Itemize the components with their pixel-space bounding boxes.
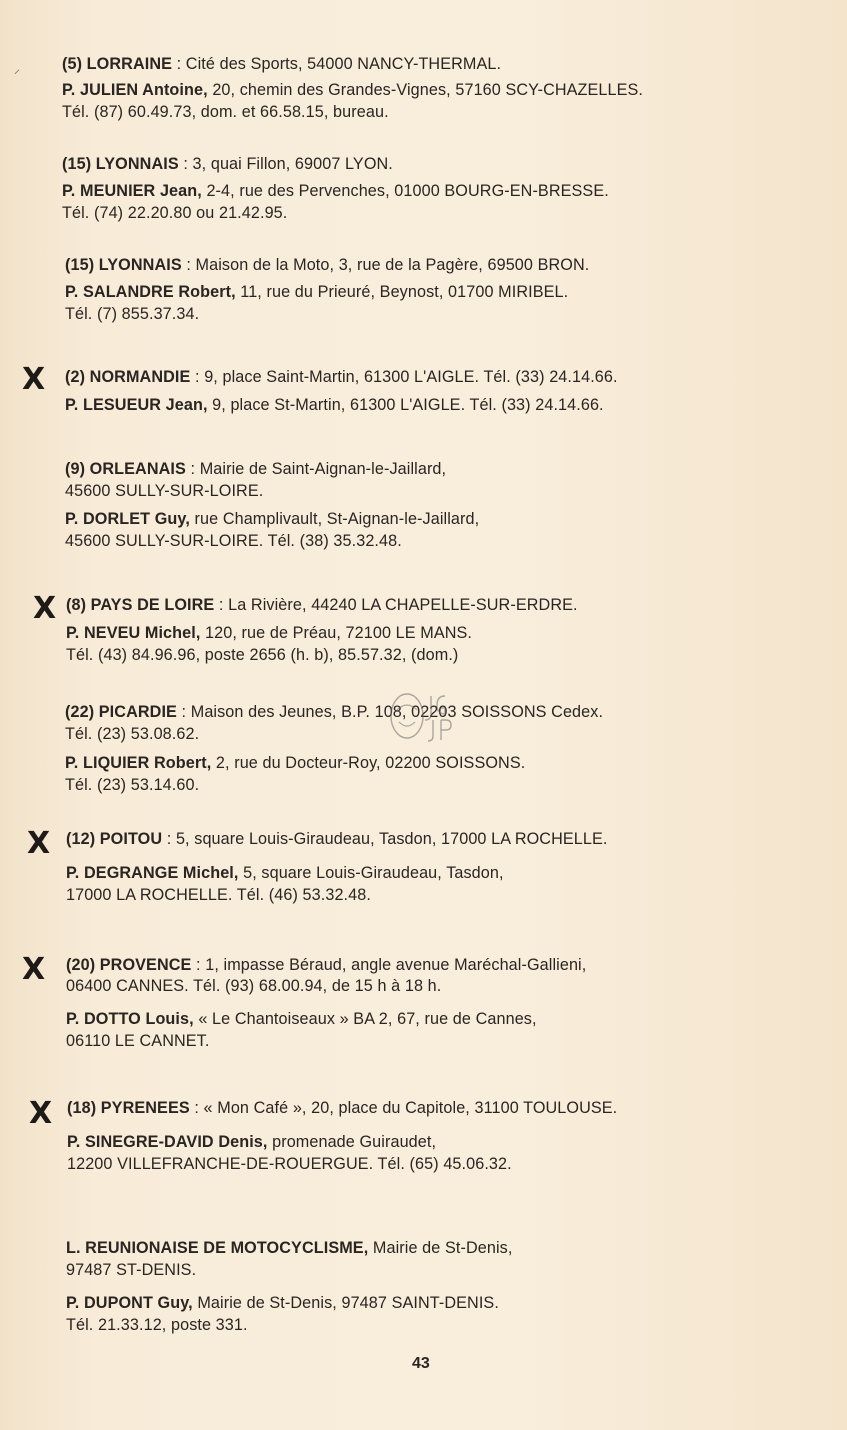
president-line xyxy=(62,81,643,100)
league-address: : Mairie de Saint-Aignan-le-Jaillard, xyxy=(185,460,447,478)
league-name: (20) PROVENCE xyxy=(66,956,192,974)
league-address: : Maison de la Moto, 3, rue de la Pagère, 69500 BRON. xyxy=(181,256,590,274)
league-name: (12) POITOU xyxy=(66,830,163,848)
entry-heading xyxy=(66,596,578,615)
phone-line: Tél. (43) 84.96.96, poste 2656 (h. b), 85.57.32, (dom.) xyxy=(66,646,459,664)
president-line xyxy=(66,1294,499,1313)
phone-line: Tél. (23) 53.14.60. xyxy=(65,776,200,794)
president-line xyxy=(65,754,525,773)
page-number: 43 xyxy=(412,1355,430,1372)
entry-heading xyxy=(66,956,586,975)
league-name: (8) PAYS DE LOIRE xyxy=(66,596,215,614)
president-name: P. NEVEU Michel, xyxy=(66,624,201,642)
league-address: : « Mon Café », 20, place du Capitole, 31100 TOULOUSE. xyxy=(189,1099,618,1117)
president-line xyxy=(66,624,472,643)
cross-mark: X xyxy=(29,1096,53,1131)
entry-heading xyxy=(66,1239,512,1258)
president-name: P. DOTTO Louis, xyxy=(66,1010,194,1028)
president-address: Mairie de St-Denis, 97487 SAINT-DENIS. xyxy=(192,1294,499,1312)
president-address: 11, rue du Prieuré, Beynost, 01700 MIRIBEL. xyxy=(235,283,569,301)
president-line xyxy=(66,864,504,883)
president-name: P. MEUNIER Jean, xyxy=(62,182,202,200)
president-address: 2-4, rue des Pervenches, 01000 BOURG-EN-BRESSE. xyxy=(201,182,609,200)
president-line xyxy=(62,182,609,201)
entry-heading xyxy=(62,55,501,74)
margin-tick-mark: ⸝ xyxy=(14,62,21,76)
league-address: : 3, quai Fillon, 69007 LYON. xyxy=(178,155,393,173)
league-name: (5) LORRAINE xyxy=(62,55,173,73)
watermark-stamp xyxy=(383,686,463,744)
phone-line: 17000 LA ROCHELLE. Tél. (46) 53.32.48. xyxy=(66,886,371,904)
entry-heading xyxy=(65,256,589,275)
cross-mark: X xyxy=(22,952,46,987)
league-name: L. REUNIONAISE DE MOTOCYCLISME, xyxy=(66,1239,369,1257)
league-address: : 1, impasse Béraud, angle avenue Maréchal-Gallieni, xyxy=(191,956,587,974)
president-line xyxy=(66,1010,537,1029)
president-address: 5, square Louis-Giraudeau, Tasdon, xyxy=(238,864,504,882)
president-address: 20, chemin des Grandes-Vignes, 57160 SCY-CHAZELLES. xyxy=(207,81,644,99)
league-name: (22) PICARDIE xyxy=(65,703,177,721)
president-address: « Le Chantoiseaux » BA 2, 67, rue de Cannes, xyxy=(193,1010,537,1028)
phone-line: Tél. (23) 53.08.62. xyxy=(65,725,200,743)
league-address: : 9, place Saint-Martin, 61300 L'AIGLE. Tél. (33) 24.14.66. xyxy=(190,368,618,386)
president-name: P. SALANDRE Robert, xyxy=(65,283,236,301)
entry-heading xyxy=(62,155,393,174)
league-name: (15) LYONNAIS xyxy=(65,256,182,274)
league-address: Mairie de St-Denis, xyxy=(368,1239,513,1257)
president-line xyxy=(65,283,568,302)
president-line xyxy=(67,1133,436,1152)
cross-mark: X xyxy=(33,591,57,626)
phone-line: 45600 SULLY-SUR-LOIRE. Tél. (38) 35.32.48. xyxy=(65,532,402,550)
league-name: (15) LYONNAIS xyxy=(62,155,179,173)
president-address: 9, place St-Martin, 61300 L'AIGLE. Tél. (33) 24.14.66. xyxy=(207,396,604,414)
phone-line: Tél. (87) 60.49.73, dom. et 66.58.15, bureau. xyxy=(62,103,389,121)
phone-line: Tél. (7) 855.37.34. xyxy=(65,305,200,323)
league-address: : Maison des Jeunes, B.P. 108, 02203 SOISSONS Cedex. xyxy=(176,703,604,721)
entry-heading xyxy=(65,368,618,387)
league-name: (18) PYRENEES xyxy=(67,1099,190,1117)
president-name: P. LIQUIER Robert, xyxy=(65,754,212,772)
phone-line: Tél. (74) 22.20.80 ou 21.42.95. xyxy=(62,204,288,222)
president-address: rue Champlivault, St-Aignan-le-Jaillard, xyxy=(189,510,480,528)
president-name: P. DEGRANGE Michel, xyxy=(66,864,239,882)
president-address: promenade Guiraudet, xyxy=(267,1133,437,1151)
phone-line: 12200 VILLEFRANCHE-DE-ROUERGUE. Tél. (65) 45.06.32. xyxy=(67,1155,512,1173)
league-address: : 5, square Louis-Giraudeau, Tasdon, 17000 LA ROCHELLE. xyxy=(162,830,608,848)
entry-heading xyxy=(65,703,603,722)
league-address-line-2: 45600 SULLY-SUR-LOIRE. xyxy=(65,482,264,500)
league-address-line-2: 06400 CANNES. Tél. (93) 68.00.94, de 15 h à 18 h. xyxy=(66,977,442,995)
league-address: : La Rivière, 44240 LA CHAPELLE-SUR-ERDRE. xyxy=(214,596,578,614)
president-name: P. SINEGRE-DAVID Denis, xyxy=(67,1133,268,1151)
league-name: (9) ORLEANAIS xyxy=(65,460,186,478)
league-address: : Cité des Sports, 54000 NANCY-THERMAL. xyxy=(172,55,502,73)
phone-line: Tél. 21.33.12, poste 331. xyxy=(66,1316,248,1334)
league-name: (2) NORMANDIE xyxy=(65,368,191,386)
entry-heading xyxy=(66,830,608,849)
president-line xyxy=(65,510,479,529)
president-line xyxy=(65,396,604,415)
entry-heading xyxy=(67,1099,617,1118)
entry-heading xyxy=(65,460,446,479)
cross-mark: X xyxy=(27,826,51,861)
president-address: 2, rue du Docteur-Roy, 02200 SOISSONS. xyxy=(211,754,526,772)
cross-mark: X xyxy=(22,362,46,397)
president-name: P. DUPONT Guy, xyxy=(66,1294,193,1312)
league-address-line-2: 97487 ST-DENIS. xyxy=(66,1261,197,1279)
president-address: 120, rue de Préau, 72100 LE MANS. xyxy=(200,624,473,642)
president-name: P. DORLET Guy, xyxy=(65,510,190,528)
president-name: P. JULIEN Antoine, xyxy=(62,81,208,99)
president-name: P. LESUEUR Jean, xyxy=(65,396,208,414)
phone-line: 06110 LE CANNET. xyxy=(66,1032,210,1050)
